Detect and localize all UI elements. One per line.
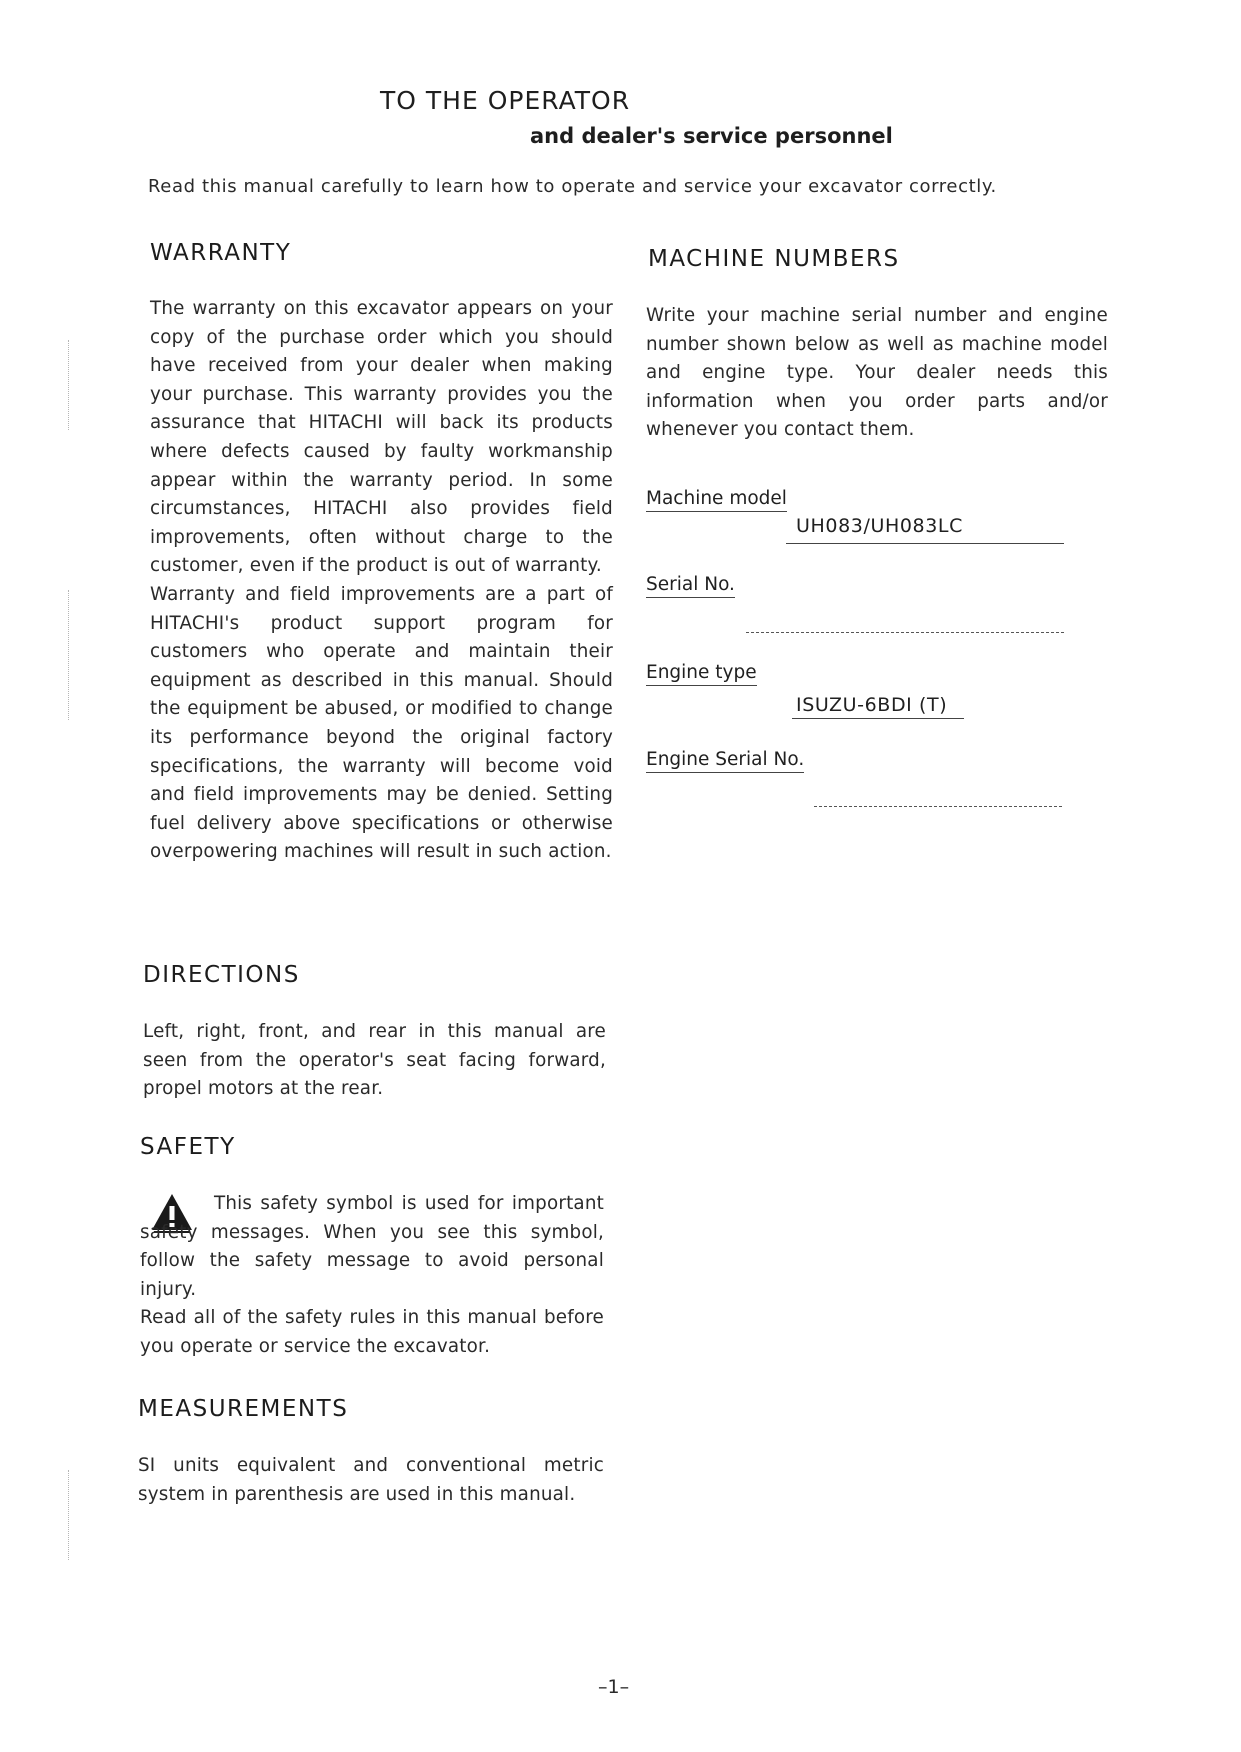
margin-dots — [68, 340, 71, 430]
page-number: –1– — [598, 1676, 630, 1698]
margin-dots — [68, 1470, 71, 1560]
measurements-text: SI units equivalent and conventional metric system in parenthesis are used in this manual. — [138, 1455, 604, 1505]
warranty-heading: WARRANTY — [150, 240, 292, 266]
page-title: TO THE OPERATOR — [380, 86, 631, 115]
margin-dots — [68, 590, 71, 720]
safety-text-1: This safety symbol is used for important safety messages. When you see this symbol, follow the safety message to avoid personal injury. — [140, 1193, 604, 1300]
directions-text: Left, right, front, and rear in this manual are seen from the operator's seat facing forward, propel motors at the rear. — [143, 1021, 606, 1100]
intro-text: Read this manual carefully to learn how to operate and service your excavator correctly. — [148, 176, 997, 197]
warranty-paragraph-2: Warranty and field improvements are a part of HITACHI's product support program for customers who operate and maintain their equipment as described in this manual. Should the equipment be abused, or modified to change its performance beyond the original factory specifications, the warranty will become void and field improvements may be denied. Setting fuel delivery above specifications or otherwise overpowering machines will result in such action. — [150, 583, 613, 863]
serial-no-underline — [746, 632, 1064, 633]
machine-numbers-text: Write your machine serial number and engine number shown below as well as machine model and engine type. Your dealer needs this information when you order parts and/or whenever you contact them. — [646, 305, 1108, 441]
machine-numbers-heading: MACHINE NUMBERS — [648, 246, 900, 272]
serial-no-label: Serial No. — [646, 574, 735, 598]
engine-type-underline — [792, 718, 964, 719]
measurements-heading: MEASUREMENTS — [138, 1396, 349, 1422]
safety-heading: SAFETY — [140, 1134, 236, 1160]
machine-model-value: UH083/UH083LC — [796, 515, 963, 537]
directions-heading: DIRECTIONS — [143, 962, 300, 988]
engine-serial-no-underline — [814, 806, 1062, 807]
warranty-paragraph-1: The warranty on this excavator appears on your copy of the purchase order which you should have received from your dealer when making your purchase. This warranty provides you the assurance that HITACHI will back its products where defects caused by faulty workmanship appear within the warranty period. In some circumstances, HITACHI also provides field improvements, often without charge to the customer, even if the product is out of warranty. — [150, 298, 613, 577]
warranty-section — [150, 295, 613, 867]
machine-model-underline — [786, 543, 1064, 544]
engine-serial-no-label: Engine Serial No. — [646, 749, 804, 773]
engine-type-value: ISUZU-6BDI (T) — [796, 694, 948, 716]
safety-section — [140, 1190, 604, 1362]
machine-model-label: Machine model — [646, 488, 787, 512]
safety-text-2: Read all of the safety rules in this manual before you operate or service the excavator. — [140, 1307, 604, 1357]
page-subtitle: and dealer's service personnel — [530, 124, 893, 148]
engine-type-label: Engine type — [646, 662, 757, 686]
